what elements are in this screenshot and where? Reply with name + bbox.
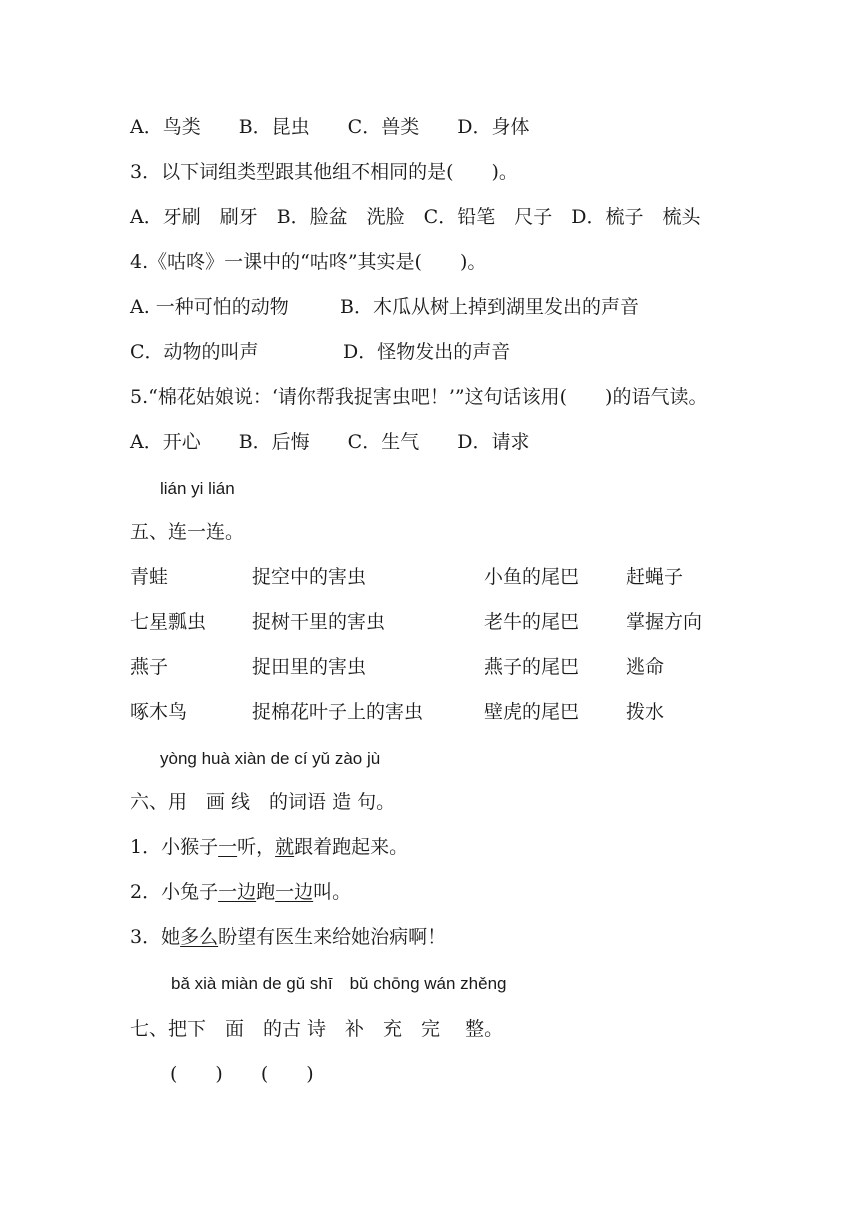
s2-b: 跑 xyxy=(256,881,276,903)
match-right-b-4: 拨水 xyxy=(626,701,665,723)
match-right-b-2: 掌握方向 xyxy=(626,611,703,633)
s2-underline-2: 一边 xyxy=(275,881,314,903)
match-right-a-3: 燕子的尾巴 xyxy=(484,656,580,678)
section7-blanks: ( ) ( ) xyxy=(170,1063,314,1085)
q3-stem: 3．以下词组类型跟其他组不相同的是( )。 xyxy=(130,161,518,183)
s3-underline-1: 多么 xyxy=(180,926,219,948)
match-left-a-3: 燕子 xyxy=(130,656,169,678)
sentence-1 xyxy=(130,834,408,860)
match-right-b-3: 逃命 xyxy=(626,656,665,678)
match-left-b-2: 捉树干里的害虫 xyxy=(252,611,386,633)
section6-title: 六、用 画 线 的词语 造 句。 xyxy=(130,791,396,813)
section7-title: 七、把下 面 的古 诗 补 充 完 整。 xyxy=(130,1018,504,1040)
sentence-2 xyxy=(130,879,351,905)
match-left-b-1: 捉空中的害虫 xyxy=(252,566,367,588)
q4-option-d: D．怪物发出的声音 xyxy=(343,341,511,363)
s1-b: 听， xyxy=(237,836,276,858)
sentence-3 xyxy=(130,924,446,950)
section5-pinyin: lián yi lián xyxy=(160,479,235,498)
q4-option-a: A. 一种可怕的动物 xyxy=(130,296,289,318)
s2-a: 2．小兔子 xyxy=(130,881,219,903)
q4-stem: 4.《咕咚》一课中的“咕咚”其实是( )。 xyxy=(130,251,487,273)
match-left-b-4: 捉棉花叶子上的害虫 xyxy=(252,701,424,723)
match-left-a-2: 七星瓢虫 xyxy=(130,611,207,633)
match-right-a-1: 小鱼的尾巴 xyxy=(484,566,580,588)
match-left-a-4: 啄木鸟 xyxy=(130,701,188,723)
match-left-a-1: 青蛙 xyxy=(130,566,169,588)
section6-pinyin: yòng huà xiàn de cí yǔ zào jù xyxy=(160,749,381,768)
section7-pinyin: bǎ xià miàn de gǔ shī bǔ chōng wán zhěng xyxy=(171,974,507,993)
s3-b: 盼望有医生来给她治病啊！ xyxy=(218,926,447,948)
q5-options: A．开心 B．后悔 C．生气 D．请求 xyxy=(130,431,530,453)
s1-underline-2: 就 xyxy=(275,836,295,858)
s1-a: 1．小猴子 xyxy=(130,836,219,858)
match-right-b-1: 赶蝇子 xyxy=(626,566,684,588)
s3-a: 3．她 xyxy=(130,926,181,948)
match-right-a-2: 老牛的尾巴 xyxy=(484,611,580,633)
q4-option-b: B．木瓜从树上掉到湖里发出的声音 xyxy=(340,296,639,318)
q2-options: A．鸟类 B．昆虫 C．兽类 D．身体 xyxy=(130,116,530,138)
s2-c: 叫。 xyxy=(313,881,352,903)
q5-stem: 5.“棉花姑娘说：‘请你帮我捉害虫吧！’”这句话该用( )的语气读。 xyxy=(130,386,708,408)
s1-c: 跟着跑起来。 xyxy=(294,836,409,858)
q4-option-c: C．动物的叫声 xyxy=(130,341,259,363)
section5-title: 五、连一连。 xyxy=(130,521,245,543)
match-left-b-3: 捉田里的害虫 xyxy=(252,656,367,678)
q3-options: A．牙刷 刷牙 B．脸盆 洗脸 C．铅笔 尺子 D．梳子 梳头 xyxy=(130,206,701,228)
match-right-a-4: 壁虎的尾巴 xyxy=(484,701,580,723)
s2-underline-1: 一边 xyxy=(218,881,257,903)
s1-underline-1: 一 xyxy=(218,836,238,858)
